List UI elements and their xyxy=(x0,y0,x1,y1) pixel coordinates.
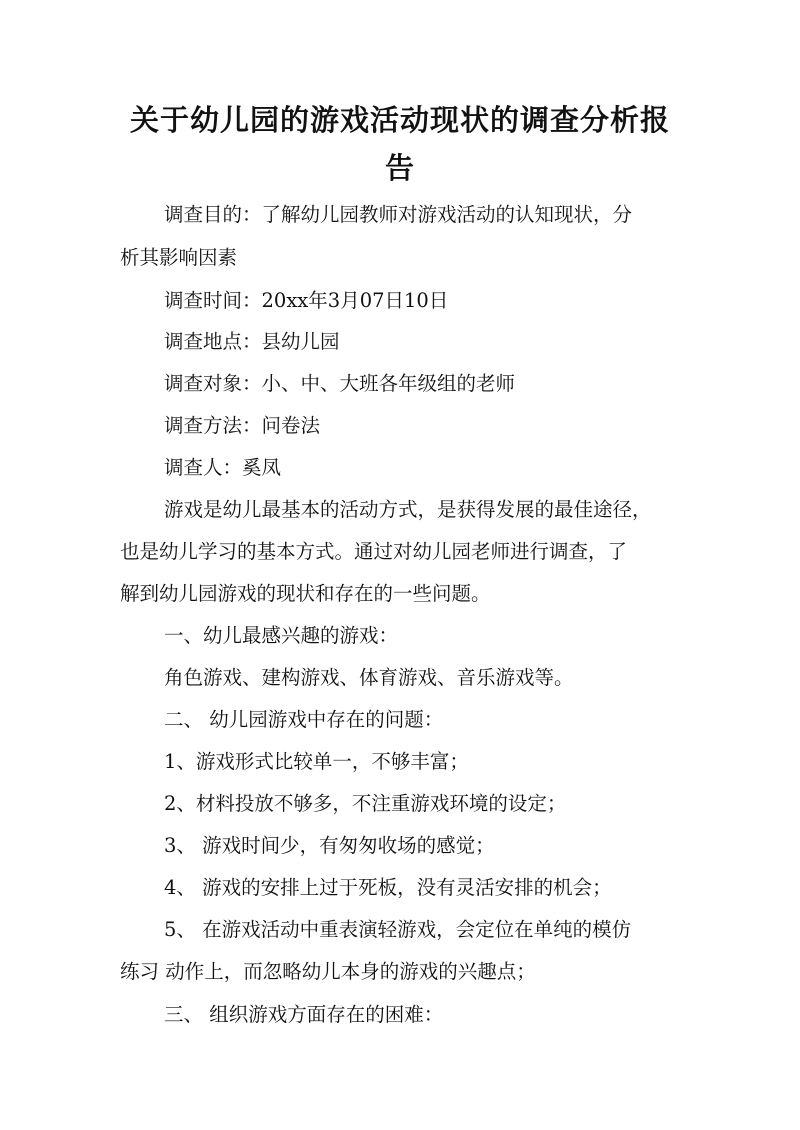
problem-item-5-line-1: 5、 在游戏活动中重表演轻游戏，会定位在单纯的模仿 xyxy=(164,918,632,941)
survey-subjects: 调查对象：小、中、大班各年级组的老师 xyxy=(164,372,516,395)
survey-location: 调查地点：县幼儿园 xyxy=(164,330,340,353)
problem-item-4: 4、 游戏的安排上过于死板，没有灵活安排的机会； xyxy=(164,876,612,899)
document-title: 关于幼儿园的游戏活动现状的调查分析报告 xyxy=(129,103,670,185)
problem-item-3: 3、 游戏时间少，有匆匆收场的感觉； xyxy=(164,834,495,857)
intro-paragraph-line-3: 解到幼儿园游戏的现状和存在的一些问题。 xyxy=(120,582,491,605)
survey-method: 调查方法：问卷法 xyxy=(164,414,321,437)
section-heading-3: 三、 组织游戏方面存在的困难： xyxy=(164,1003,444,1026)
problem-item-2: 2、材料投放不够多，不注重游戏环境的设定； xyxy=(164,792,567,815)
problem-item-1: 1、游戏形式比较单一，不够丰富； xyxy=(164,750,469,773)
intro-paragraph-line-2: 也是幼儿学习的基本方式。通过对幼儿园老师进行调查，了 xyxy=(120,540,628,563)
problem-item-5-line-2: 练习 动作上，而忽略幼儿本身的游戏的兴趣点； xyxy=(120,960,536,983)
survey-purpose-line-2: 析其影响因素 xyxy=(120,246,238,269)
section-heading-1: 一、幼儿最感兴趣的游戏： xyxy=(164,624,399,647)
survey-person: 调查人：奚凤 xyxy=(164,456,282,479)
survey-purpose-line-1: 调查目的：了解幼儿园教师对游戏活动的认知现状，分 xyxy=(164,203,633,226)
intro-paragraph-line-1: 游戏是幼儿最基本的活动方式，是获得发展的最佳途径， xyxy=(164,498,652,521)
section-1-content: 角色游戏、建构游戏、体育游戏、音乐游戏等。 xyxy=(164,666,574,689)
survey-time: 调查时间：20xx年3月07日10日 xyxy=(164,289,449,312)
section-heading-2: 二、 幼儿园游戏中存在的问题： xyxy=(164,708,444,731)
